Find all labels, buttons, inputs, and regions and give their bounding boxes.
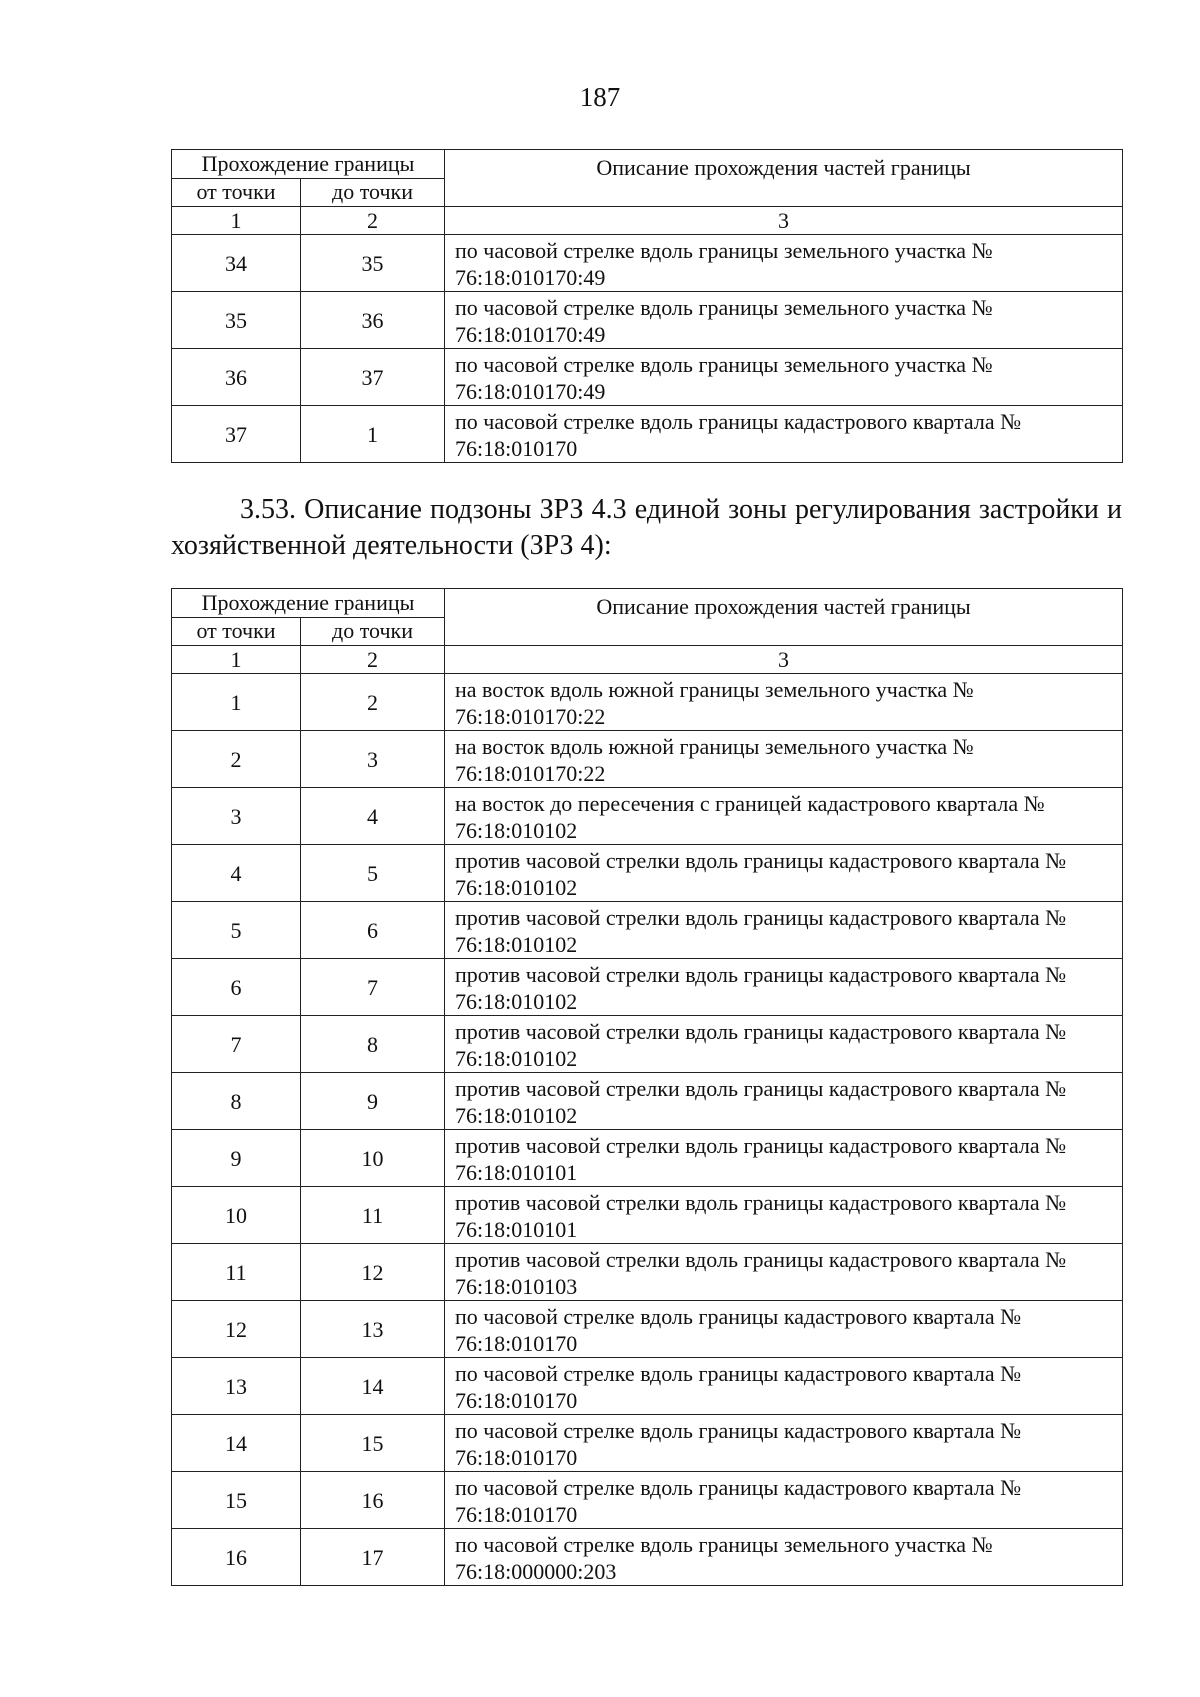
table-row	[172, 788, 1123, 845]
table-row	[172, 959, 1123, 1016]
description-cell: против часовой стрелки вдоль границы кадастрового квартала № 76:18:010102	[445, 845, 1123, 902]
header-description: Описание прохождения частей границы	[445, 150, 1123, 207]
table-row	[172, 1472, 1123, 1529]
from-point-cell: 5	[172, 902, 301, 959]
description-cell: против часовой стрелки вдоль границы кадастрового квартала № 76:18:010103	[445, 1244, 1123, 1301]
header-to-point: до точки	[301, 179, 445, 207]
description-cell: по часовой стрелке вдоль границы кадастрового квартала № 76:18:010170	[445, 1415, 1123, 1472]
header-col-number: 1	[172, 646, 301, 674]
table-row	[172, 674, 1123, 731]
to-point-cell: 15	[301, 1415, 445, 1472]
from-point-cell: 35	[172, 292, 301, 349]
table-row	[172, 1529, 1123, 1586]
table-row	[172, 1358, 1123, 1415]
from-point-cell: 3	[172, 788, 301, 845]
table-row	[172, 1301, 1123, 1358]
header-col-number: 1	[172, 207, 301, 235]
to-point-cell: 16	[301, 1472, 445, 1529]
to-point-cell: 8	[301, 1016, 445, 1073]
table-row	[172, 1187, 1123, 1244]
description-cell: по часовой стрелке вдоль границы земельного участка № 76:18:010170:49	[445, 235, 1123, 292]
to-point-cell: 2	[301, 674, 445, 731]
to-point-cell: 36	[301, 292, 445, 349]
header-to-point: до точки	[301, 618, 445, 646]
from-point-cell: 10	[172, 1187, 301, 1244]
to-point-cell: 17	[301, 1529, 445, 1586]
to-point-cell: 4	[301, 788, 445, 845]
table-row	[172, 1244, 1123, 1301]
description-cell: на восток вдоль южной границы земельного участка № 76:18:010170:22	[445, 674, 1123, 731]
from-point-cell: 11	[172, 1244, 301, 1301]
table-row	[172, 406, 1123, 463]
to-point-cell: 1	[301, 406, 445, 463]
to-point-cell: 5	[301, 845, 445, 902]
description-cell: против часовой стрелки вдоль границы кадастрового квартала № 76:18:010101	[445, 1187, 1123, 1244]
from-point-cell: 4	[172, 845, 301, 902]
header-col-number: 3	[445, 207, 1123, 235]
to-point-cell: 11	[301, 1187, 445, 1244]
table-row	[172, 1016, 1123, 1073]
table-row	[172, 845, 1123, 902]
description-cell: по часовой стрелке вдоль границы кадастрового квартала № 76:18:010170	[445, 1472, 1123, 1529]
to-point-cell: 37	[301, 349, 445, 406]
table-row	[172, 235, 1123, 292]
description-cell: против часовой стрелки вдоль границы кадастрового квартала № 76:18:010101	[445, 1130, 1123, 1187]
description-cell: по часовой стрелке вдоль границы земельного участка № 76:18:010170:49	[445, 349, 1123, 406]
to-point-cell: 13	[301, 1301, 445, 1358]
to-point-cell: 12	[301, 1244, 445, 1301]
boundary-table-1	[171, 149, 1123, 463]
header-description: Описание прохождения частей границы	[445, 589, 1123, 646]
from-point-cell: 8	[172, 1073, 301, 1130]
description-cell: против часовой стрелки вдоль границы кадастрового квартала № 76:18:010102	[445, 1073, 1123, 1130]
to-point-cell: 9	[301, 1073, 445, 1130]
to-point-cell: 35	[301, 235, 445, 292]
description-cell: против часовой стрелки вдоль границы кадастрового квартала № 76:18:010102	[445, 959, 1123, 1016]
from-point-cell: 34	[172, 235, 301, 292]
to-point-cell: 7	[301, 959, 445, 1016]
header-boundary-passage: Прохождение границы	[172, 150, 445, 179]
description-cell: против часовой стрелки вдоль границы кадастрового квартала № 76:18:010102	[445, 902, 1123, 959]
table-row	[172, 902, 1123, 959]
header-from-point: от точки	[172, 618, 301, 646]
header-col-number: 2	[301, 207, 445, 235]
header-from-point: от точки	[172, 179, 301, 207]
from-point-cell: 2	[172, 731, 301, 788]
table-row	[172, 1130, 1123, 1187]
description-cell: против часовой стрелки вдоль границы кадастрового квартала № 76:18:010102	[445, 1016, 1123, 1073]
from-point-cell: 15	[172, 1472, 301, 1529]
from-point-cell: 9	[172, 1130, 301, 1187]
from-point-cell: 37	[172, 406, 301, 463]
header-col-number: 2	[301, 646, 445, 674]
page-number: 187	[579, 82, 621, 112]
to-point-cell: 6	[301, 902, 445, 959]
section-title: 3.53. Описание подзоны ЗРЗ 4.3 единой зоны регулирования застройки и хозяйственной деятельности (ЗРЗ 4):	[171, 494, 1122, 561]
header-boundary-passage: Прохождение границы	[172, 589, 445, 618]
table-row	[172, 292, 1123, 349]
from-point-cell: 1	[172, 674, 301, 731]
description-cell: по часовой стрелке вдоль границы кадастрового квартала № 76:18:010170	[445, 1301, 1123, 1358]
description-cell: на восток до пересечения с границей кадастрового квартала № 76:18:010102	[445, 788, 1123, 845]
description-cell: по часовой стрелке вдоль границы земельного участка № 76:18:000000:203	[445, 1529, 1123, 1586]
table-row	[172, 1073, 1123, 1130]
description-cell: по часовой стрелке вдоль границы кадастрового квартала № 76:18:010170	[445, 406, 1123, 463]
from-point-cell: 14	[172, 1415, 301, 1472]
description-cell: по часовой стрелке вдоль границы кадастрового квартала № 76:18:010170	[445, 1358, 1123, 1415]
table-row	[172, 349, 1123, 406]
boundary-table-2	[171, 588, 1123, 1586]
from-point-cell: 16	[172, 1529, 301, 1586]
from-point-cell: 7	[172, 1016, 301, 1073]
from-point-cell: 6	[172, 959, 301, 1016]
from-point-cell: 12	[172, 1301, 301, 1358]
to-point-cell: 3	[301, 731, 445, 788]
description-cell: на восток вдоль южной границы земельного участка № 76:18:010170:22	[445, 731, 1123, 788]
from-point-cell: 36	[172, 349, 301, 406]
to-point-cell: 14	[301, 1358, 445, 1415]
header-col-number: 3	[445, 646, 1123, 674]
table-row	[172, 1415, 1123, 1472]
description-cell: по часовой стрелке вдоль границы земельного участка № 76:18:010170:49	[445, 292, 1123, 349]
table-row	[172, 731, 1123, 788]
from-point-cell: 13	[172, 1358, 301, 1415]
to-point-cell: 10	[301, 1130, 445, 1187]
